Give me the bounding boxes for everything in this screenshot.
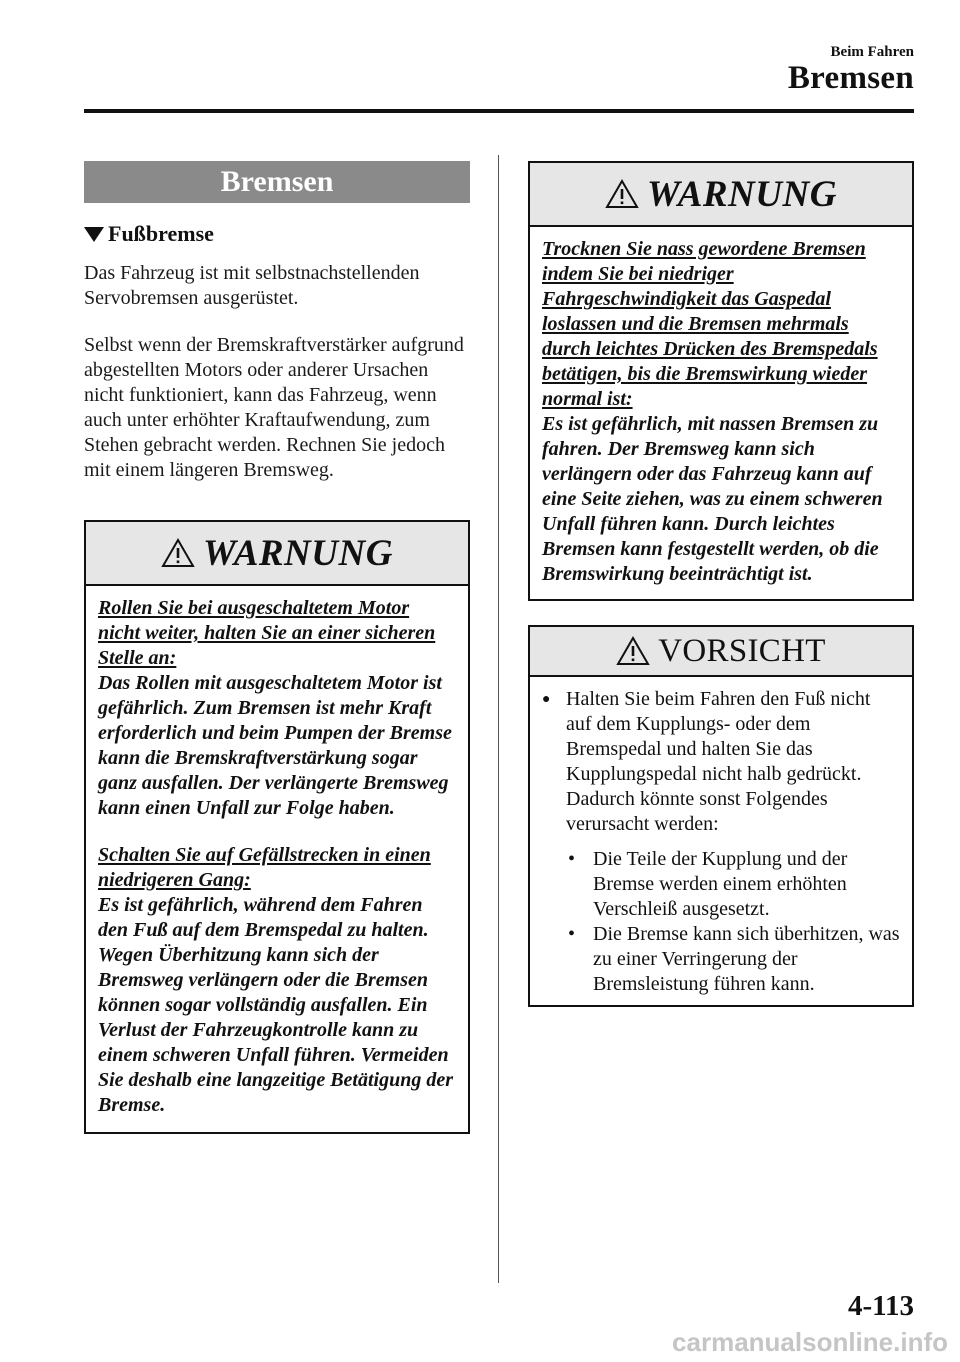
warning-box-header [86,522,468,586]
block-spacer [98,821,456,843]
caution-label: VORSICHT [658,632,826,669]
subsection-heading [84,221,470,247]
sub-bullet-icon: • [568,848,576,870]
warning-box [528,161,914,601]
column-divider [498,155,499,1283]
sub-bullet-icon: • [568,923,576,945]
page-title: Bremsen [787,60,914,96]
body-paragraph: Selbst wenn der Bremskraftverstärker aufgrund abgestellten Motors oder anderer Ursachen nicht funktioniert, kann das Fahrzeug, wenn auch unter erhöhter Kraftaufwendung, zum Stehen gebracht werden. Rechnen Sie jedoch mit einem längeren Bremsweg. [84,334,464,481]
sub-list [542,847,900,997]
warning-lead: Trocknen Sie nass gewordene Bremsen indem Sie bei niedriger Fahrgeschwindigkeit das Gaspedal loslassen und die Bremsen mehrmals durch leichtes Drücken des Bremspedals betätigen, bis die Bremswirkung wieder normal ist: [542,238,878,410]
warning-triangle-icon [161,538,195,568]
warning-text: Es ist gefährlich, mit nassen Bremsen zu fahren. Der Bremsweg kann sich verlängern oder das Fahrzeug kann auf eine Seite ziehen, was zu einem schweren Unfall führen kann. Durch leichtes Bremsen kann festgestellt werden, ob die Bremswirkung beeinträchtigt ist. [542,413,883,585]
subsection-title: Fußbremse [108,221,214,246]
warning-lead: Schalten Sie auf Gefällstrecken in einen niedrigeren Gang: [98,844,431,891]
watermark: carmanualsonline.info [672,1327,948,1357]
bullet-text: Halten Sie beim Fahren den Fuß nicht auf dem Kupplungs- oder dem Bremspedal und halten Sie das Kupplungspedal nicht halb gedrückt. Dadurch könnte sonst Folgendes verursacht werden: [566,688,871,835]
sub-list-item [566,847,900,922]
warning-box-body [86,586,468,1132]
caution-box-body [530,677,912,1005]
warning-text: Es ist gefährlich, während dem Fahren den Fuß auf dem Bremspedal zu halten. Wegen Überhitzung kann sich der Bremsweg verlängern oder die Bremsen können sogar vollständig ausfallen. Ein Verlust der Fahrzeugkontrolle kann zu einem schweren Unfall führen. Vermeiden Sie deshalb eine langzeitige Betätigung der Bremse. [98,894,454,1116]
warning-box-header [530,163,912,227]
warning-text: Das Rollen mit ausgeschaltetem Motor ist gefährlich. Zum Bremsen ist mehr Kraft erforderlich und beim Pumpen der Bremse kann die Bremskraftverstärkung sogar ganz ausfallen. Der verlängerte Bremsweg kann einen Unfall zur Folge haben. [98,672,452,819]
section-kicker: Beim Fahren [830,44,914,60]
triangle-down-icon [84,227,104,242]
sub-item-text: Die Teile der Kupplung und der Bremse werden einem erhöhten Verschleiß ausgesetzt. [593,848,848,920]
warning-box-body [530,227,912,599]
warning-triangle-icon [605,179,639,209]
page-number: 4-113 [847,1290,914,1322]
warning-triangle-icon [616,636,650,666]
warning-lead: Rollen Sie bei ausgeschaltetem Motor nicht weiter, halten Sie an einer sicheren Stelle an: [98,597,436,669]
bullet-dot-icon: ● [542,692,551,707]
body-paragraph: Das Fahrzeug ist mit selbstnachstellenden Servobremsen ausgerüstet. [84,262,420,309]
header-rule [84,109,914,113]
bullet-item [542,687,900,837]
right-column [528,161,914,1007]
sub-item-text: Die Bremse kann sich überhitzen, was zu einer Verringerung der Bremsleistung führen kann. [593,923,900,995]
warning-label: WARNUNG [647,173,837,215]
left-column [84,161,470,1134]
section-banner: Bremsen [84,161,470,203]
warning-box [84,520,470,1134]
sub-list-item [566,922,900,997]
caution-box-header [530,627,912,677]
warning-label: WARNUNG [203,532,393,574]
caution-box [528,625,914,1007]
